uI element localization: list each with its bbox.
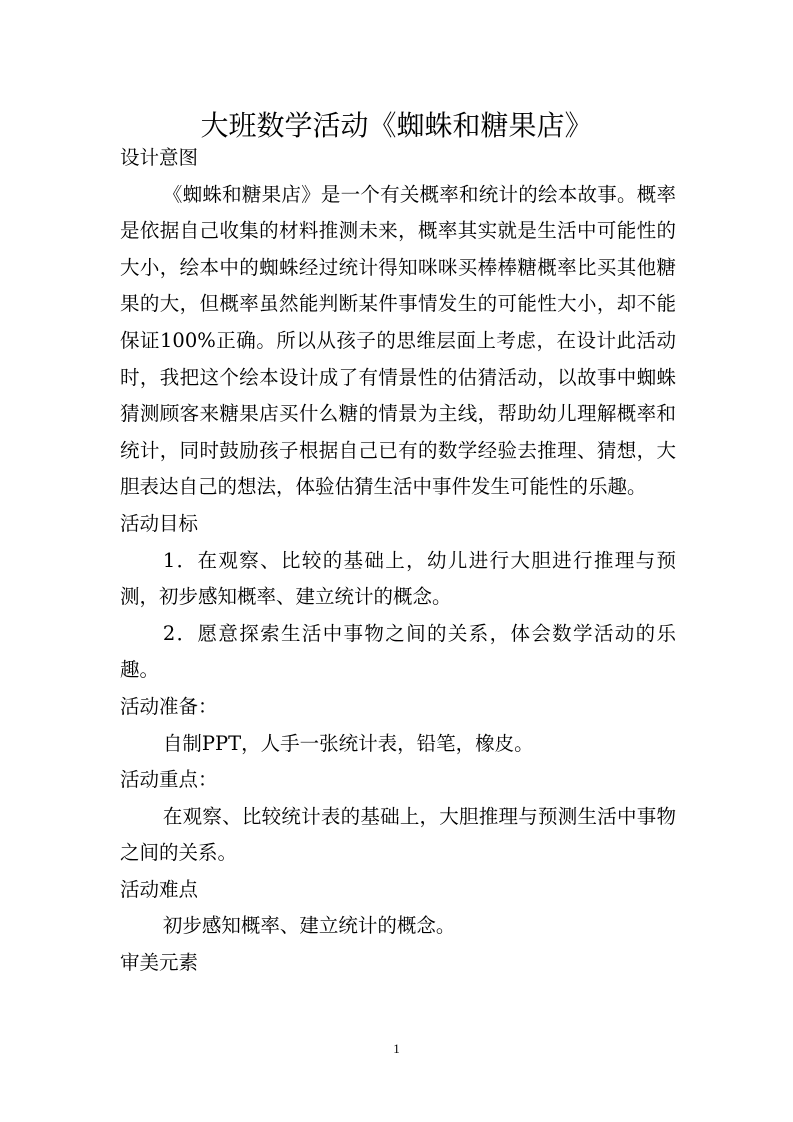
section-heading-design-intent: 设计意图 — [120, 146, 199, 169]
paragraph-key-points: 在观察、比较统计表的基础上，大胆推理与预测生活中事物之间的关系。 — [120, 804, 676, 865]
section-heading-activity-goals: 活动目标 — [120, 511, 199, 535]
paragraph-goal-1: 1．在观察、比较的基础上，幼儿进行大胆进行推理与预测，初步感知概率、建立统计的概念。 — [120, 548, 676, 609]
paragraph-preparation: 自制PPT，人手一张统计表，铅笔，橡皮。 — [162, 731, 534, 755]
section-heading-key-points: 活动重点： — [120, 768, 218, 792]
paragraph-difficulties: 初步感知概率、建立统计的概念。 — [162, 914, 456, 938]
page-number: 1 — [393, 1041, 400, 1056]
document-title: 大班数学活动《蜘蛛和糖果店》 — [200, 109, 593, 142]
paragraph-design-intent: 《蜘蛛和糖果店》是一个有关概率和统计的绘本故事。概率是依据自己收集的材料推测未来，概率其实就是生活中可能性的大小，绘本中的蜘蛛经过统计得知咪咪买棒棒糖概率比买其他糖果的大，但概率虽然能判断某件事情发生的可能性大小，却不能保证100%正确。所以从孩子的思维层面上考虑，在设计此活动时，我把这个绘本设计成了有情景性的估猜活动，以故事中蜘蛛猜测顾客来糖果店买什么糖的情景为主线，帮助幼儿理解概率和统计，同时鼓励孩子根据自己已有的数学经验去推理、猜想，大胆表达自己的想法，体验估猜生活中事件发生可能性的乐趣。 — [120, 182, 676, 499]
paragraph-goal-2: 2．愿意探索生活中事物之间的关系，体会数学活动的乐趣。 — [120, 621, 676, 682]
section-heading-difficulties: 活动难点 — [120, 877, 199, 901]
section-heading-aesthetic-elements: 审美元素 — [120, 951, 199, 975]
document-body — [120, 140, 676, 982]
section-heading-preparation: 活动准备： — [120, 694, 218, 718]
